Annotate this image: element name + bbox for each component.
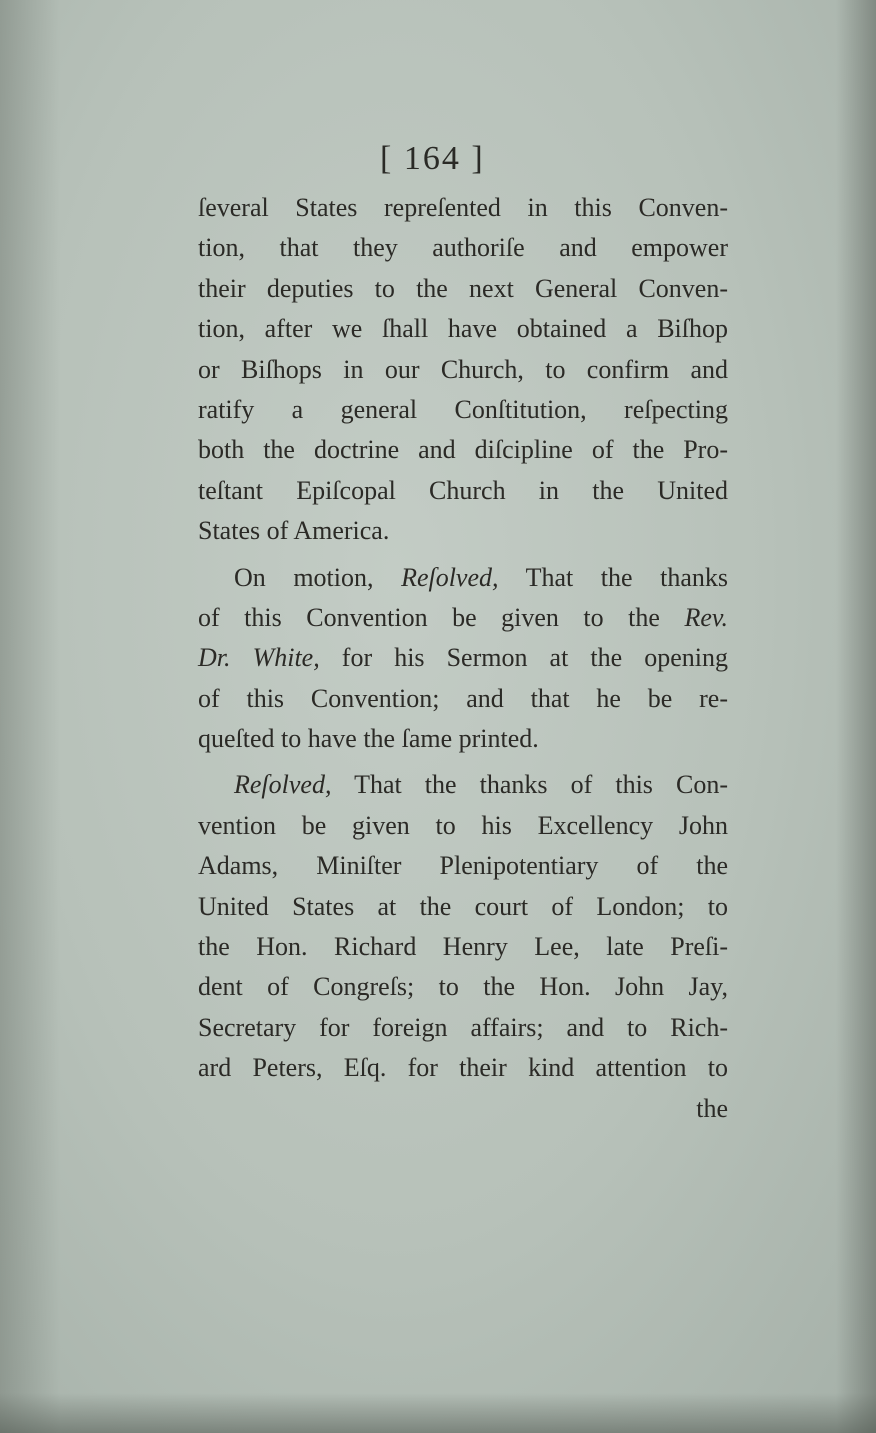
text-line: ard Peters, Eſq. for their kind attention to xyxy=(198,1053,728,1083)
italic-run: Rev. xyxy=(684,602,728,632)
text-line: queſted to have the ſame printed. xyxy=(198,724,539,754)
text-line xyxy=(198,598,728,638)
text-line: ſeveral States repreſented in this Conven- xyxy=(198,193,728,222)
page-number: [ 164 ] xyxy=(380,140,485,177)
text-run: for his Sermon at the opening xyxy=(319,643,728,673)
text-line: tion, that they authoriſe and empower xyxy=(198,233,728,263)
text-run: On motion, xyxy=(234,562,402,592)
catchword: the xyxy=(696,1093,728,1123)
text-line xyxy=(198,765,728,805)
italic-run: Reſolved, xyxy=(234,770,332,800)
italic-run: Reſolved, xyxy=(401,562,499,592)
text-line: United States at the court of London; to xyxy=(198,891,728,921)
text-line: of this Convention; and that he be re- xyxy=(198,683,728,713)
text-line xyxy=(198,638,728,678)
text-line: Secretary for foreign affairs; and to Rich- xyxy=(198,1012,728,1042)
text-line: or Biſhops in our Church, to confirm and xyxy=(198,354,728,384)
text-line: vention be given to his Excellency John xyxy=(198,810,728,840)
text-line: teſtant Epiſcopal Church in the United xyxy=(198,475,728,505)
page-edge-shadow-left xyxy=(0,0,60,1433)
body-text xyxy=(198,188,728,1129)
text-run: of this Convention be given to the xyxy=(198,602,685,632)
page-edge-shadow-bottom xyxy=(0,1393,876,1433)
text-line: States of America. xyxy=(198,516,390,546)
text-run: That the thanks xyxy=(498,562,728,592)
text-line: the Hon. Richard Henry Lee, late Preſi- xyxy=(198,932,728,962)
text-line: Adams, Miniſter Plenipotentiary of the xyxy=(198,851,728,881)
text-line: both the doctrine and diſcipline of the Pro- xyxy=(198,435,728,465)
text-line: dent of Congreſs; to the Hon. John Jay, xyxy=(198,972,728,1002)
text-line: tion, after we ſhall have obtained a Biſhop xyxy=(198,314,728,344)
text-line: ratify a general Conſtitution, reſpecting xyxy=(198,394,728,424)
text-line: their deputies to the next General Conven- xyxy=(198,273,728,303)
text-run: That the thanks of this Con- xyxy=(331,770,728,800)
page-edge-shadow-right xyxy=(836,0,876,1433)
italic-run: Dr. White, xyxy=(198,643,320,673)
text-line xyxy=(198,558,728,598)
